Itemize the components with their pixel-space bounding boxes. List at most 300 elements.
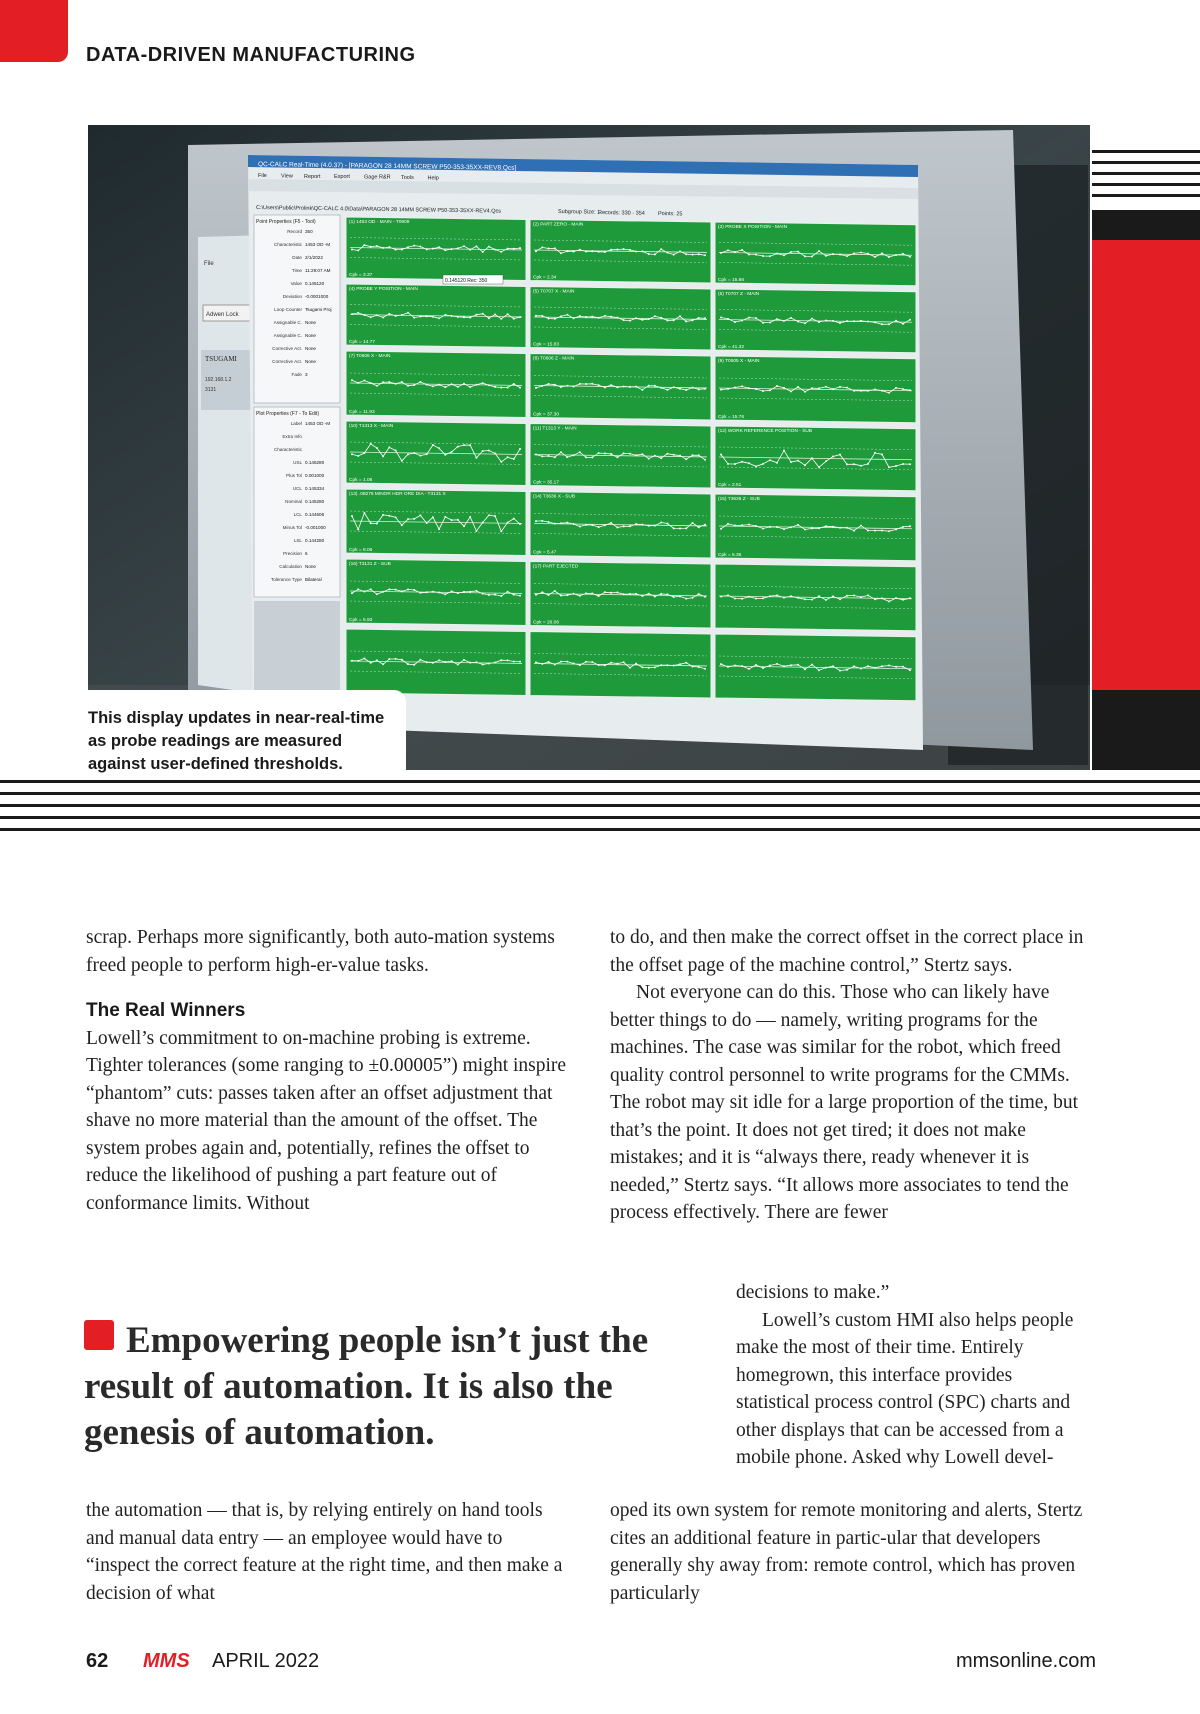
spc-data-point xyxy=(482,450,484,452)
spc-data-point xyxy=(554,523,556,525)
spc-data-point xyxy=(419,455,421,457)
spc-data-point xyxy=(741,665,743,667)
spc-data-point xyxy=(519,448,521,450)
spc-data-point xyxy=(585,316,587,318)
spc-data-point xyxy=(548,248,550,250)
spc-data-point xyxy=(469,662,471,664)
spc-data-point xyxy=(548,661,550,663)
spc-data-point xyxy=(426,453,428,455)
spc-chart-cpk: Cpk = 37.30 xyxy=(533,412,560,418)
spc-data-point xyxy=(507,387,509,389)
spc-data-point xyxy=(909,669,911,671)
menu-item[interactable]: View xyxy=(281,173,293,180)
spc-data-point xyxy=(660,522,662,524)
spc-data-point xyxy=(704,459,706,461)
spc-data-point xyxy=(541,246,543,248)
spc-data-point xyxy=(363,452,365,454)
spc-data-point xyxy=(790,526,792,528)
spc-data-point xyxy=(469,591,471,593)
spc-data-point xyxy=(720,528,722,530)
spc-chart-cpk: Cpk = 35.17 xyxy=(533,480,560,486)
spc-data-point xyxy=(867,665,869,667)
spc-data-point xyxy=(482,251,484,253)
spc-data-point xyxy=(407,246,409,248)
spc-data-point xyxy=(432,591,434,593)
spc-data-point xyxy=(734,463,736,465)
spc-data-point xyxy=(475,314,477,316)
spc-data-point xyxy=(475,661,477,663)
spc-data-point xyxy=(755,254,757,256)
spc-data-point xyxy=(790,461,792,463)
spc-data-point xyxy=(727,666,729,668)
spc-data-point xyxy=(748,462,750,464)
spc-data-point xyxy=(451,315,453,317)
spc-data-point xyxy=(560,252,562,254)
spc-data-point xyxy=(698,454,700,456)
spc-data-point xyxy=(720,663,722,665)
spc-data-point xyxy=(679,388,681,390)
menu-item[interactable]: Export xyxy=(334,174,350,181)
spc-data-point xyxy=(475,457,477,459)
spc-data-point xyxy=(769,322,771,324)
spc-data-point xyxy=(776,462,778,464)
spc-data-point xyxy=(895,528,897,530)
spc-data-point xyxy=(867,253,869,255)
spc-data-point xyxy=(635,386,637,388)
spc-data-point xyxy=(698,593,700,595)
spc-data-point xyxy=(673,527,675,529)
spc-data-point xyxy=(909,319,911,321)
spc-data-point xyxy=(881,323,883,325)
spc-data-point xyxy=(818,321,820,323)
property-key: Time xyxy=(291,268,302,273)
spc-chart-label: (14) T3636 X - SUB xyxy=(533,494,576,500)
spc-data-point xyxy=(419,514,421,516)
spc-chart-label: (10) T1313 X - MAIN xyxy=(349,424,394,430)
spc-data-point xyxy=(357,660,359,662)
spc-data-point xyxy=(519,661,521,663)
spc-data-point xyxy=(641,250,643,252)
spc-data-point xyxy=(560,522,562,524)
property-value: 1453 OD -M xyxy=(305,421,331,426)
spc-data-point xyxy=(500,461,502,463)
spc-data-point xyxy=(585,524,587,526)
property-value: 0.145334 xyxy=(305,486,325,491)
spc-chart-cpk: Cpk = 14.77 xyxy=(349,340,376,346)
property-value: 0.146280 xyxy=(305,460,325,465)
spc-data-point xyxy=(853,252,855,254)
spc-data-point xyxy=(513,661,515,663)
spc-data-point xyxy=(413,317,415,319)
spc-data-point xyxy=(604,452,606,454)
spc-data-point xyxy=(376,385,378,387)
spc-data-point xyxy=(748,524,750,526)
spc-data-point xyxy=(846,595,848,597)
spc-data-point xyxy=(357,249,359,251)
spc-data-point xyxy=(463,591,465,593)
spc-data-point xyxy=(566,661,568,663)
spc-data-point xyxy=(704,317,706,319)
spc-chart-label: (8) T0606 Z - MAIN xyxy=(533,356,575,362)
spc-data-point xyxy=(685,527,687,529)
spc-data-point xyxy=(548,521,550,523)
spc-data-point xyxy=(598,526,600,528)
spc-data-point xyxy=(500,659,502,661)
spc-data-point xyxy=(679,315,681,317)
body-paragraph: Lowell’s commitment to on-machine probing is extreme. Tighter tolerances (some ranging to ±0.00005”) might inspire “phantom” cuts: passes taken after an offset adjustment that shave no more material than the amount of the offset. The system probes again and, potentially, refines the offset to reduce the likelihood of pushing a part feature out of conformance limits. Without xyxy=(86,1027,567,1214)
spc-data-point xyxy=(654,596,656,598)
spc-data-point xyxy=(660,387,662,389)
spc-data-point xyxy=(500,595,502,597)
spc-data-point xyxy=(804,322,806,324)
spc-data-point xyxy=(444,314,446,316)
spc-data-point xyxy=(660,457,662,459)
spc-data-point xyxy=(734,525,736,527)
spc-data-point xyxy=(548,383,550,385)
spc-data-point xyxy=(573,317,575,319)
spc-data-point xyxy=(825,386,827,388)
spc-data-point xyxy=(401,460,403,462)
spc-chart-label: (1) 1453 OD - MAIN - T0909 xyxy=(349,220,410,226)
spc-data-point xyxy=(727,523,729,525)
spc-data-point xyxy=(776,526,778,528)
spc-data-point xyxy=(370,382,372,384)
spc-data-point xyxy=(598,664,600,666)
spc-chart-cpk: Cpk = 5.93 xyxy=(349,618,373,624)
spc-data-point xyxy=(610,249,612,251)
spc-data-point xyxy=(641,389,643,391)
spc-data-point xyxy=(463,316,465,318)
spc-data-point xyxy=(741,524,743,526)
spc-data-point xyxy=(357,382,359,384)
spc-data-point xyxy=(846,463,848,465)
spc-data-point xyxy=(727,463,729,465)
spc-data-point xyxy=(554,456,556,458)
spc-data-point xyxy=(776,594,778,596)
spc-data-point xyxy=(874,598,876,600)
spc-data-point xyxy=(641,666,643,668)
spc-data-point xyxy=(623,452,625,454)
property-value: 0.144280 xyxy=(305,538,325,543)
spc-data-point xyxy=(579,595,581,597)
side-app-menu[interactable]: File xyxy=(204,261,214,267)
spc-data-point xyxy=(554,590,556,592)
property-key: Corrective Act. xyxy=(272,359,302,364)
spc-data-point xyxy=(673,319,675,321)
spc-data-point xyxy=(616,526,618,528)
spc-data-point xyxy=(579,249,581,251)
spc-data-point xyxy=(494,249,496,251)
property-value: None xyxy=(305,564,316,569)
spc-data-point xyxy=(451,451,453,453)
spc-data-point xyxy=(426,315,428,317)
photo-caption: This display updates in near-real-time as probe readings are measured against user-defined thresholds. xyxy=(88,690,406,770)
spc-data-point xyxy=(363,244,365,246)
decor-block-black xyxy=(1092,210,1200,240)
spc-chart-cpk: Cpk = 2.34 xyxy=(533,275,557,281)
right-column-wrap xyxy=(736,1279,1088,1472)
spc-data-point xyxy=(407,589,409,591)
spc-data-point xyxy=(660,593,662,595)
property-key: Minus Tol xyxy=(282,525,302,530)
spc-data-point xyxy=(811,318,813,320)
spc-data-point xyxy=(457,247,459,249)
property-value: 0.001000 xyxy=(305,473,325,478)
property-key: Precision xyxy=(283,551,302,556)
spc-data-point xyxy=(395,516,397,518)
spc-data-point xyxy=(494,314,496,316)
spc-data-point xyxy=(407,663,409,665)
spc-data-point xyxy=(598,595,600,597)
spc-data-point xyxy=(554,384,556,386)
pull-quote-marker xyxy=(84,1320,114,1350)
spc-data-point xyxy=(720,389,722,391)
spc-data-point xyxy=(488,384,490,386)
spc-data-point xyxy=(762,667,764,669)
spc-data-point xyxy=(654,525,656,527)
spc-data-point xyxy=(438,384,440,386)
property-key: Characteristic xyxy=(273,242,302,247)
spc-data-point xyxy=(867,463,869,465)
spc-data-point xyxy=(541,520,543,522)
property-value: Tsugami Proj xyxy=(305,307,332,312)
spc-data-point xyxy=(776,385,778,387)
spc-data-point xyxy=(692,454,694,456)
spc-data-point xyxy=(401,314,403,316)
spc-data-point xyxy=(755,664,757,666)
spc-data-point xyxy=(846,669,848,671)
spc-data-point xyxy=(488,594,490,596)
spc-data-point xyxy=(469,317,471,319)
decor-block-black-lower xyxy=(1092,690,1200,770)
spc-data-point xyxy=(413,245,415,247)
spc-data-point xyxy=(635,593,637,595)
spc-data-point xyxy=(451,519,453,521)
menu-item[interactable]: Report xyxy=(304,173,321,180)
spc-data-point xyxy=(573,251,575,253)
spc-data-point xyxy=(629,593,631,595)
spc-data-point xyxy=(419,316,421,318)
menu-item[interactable]: Gage R&R xyxy=(364,174,391,181)
spc-data-point xyxy=(762,597,764,599)
spc-data-point xyxy=(463,245,465,247)
spc-data-point xyxy=(755,388,757,390)
spc-data-point xyxy=(895,320,897,322)
spc-data-point xyxy=(573,386,575,388)
spc-data-point xyxy=(438,246,440,248)
spc-data-point xyxy=(382,455,384,457)
property-value: None xyxy=(305,346,316,351)
spc-data-point xyxy=(832,665,834,667)
spc-data-point xyxy=(635,454,637,456)
spc-data-point xyxy=(623,248,625,250)
spc-data-point xyxy=(846,527,848,529)
spc-data-point xyxy=(783,665,785,667)
spc-data-point xyxy=(363,314,365,316)
spc-data-point xyxy=(382,316,384,318)
spc-data-point xyxy=(679,663,681,665)
spc-data-point xyxy=(604,386,606,388)
menu-item[interactable]: File xyxy=(258,173,267,180)
spc-data-point xyxy=(832,456,834,458)
spc-data-point xyxy=(860,252,862,254)
spc-data-point xyxy=(419,381,421,383)
spc-data-point xyxy=(507,313,509,315)
spc-data-point xyxy=(616,663,618,665)
spc-data-point xyxy=(388,588,390,590)
spc-data-point xyxy=(444,386,446,388)
spc-data-point xyxy=(451,590,453,592)
spc-data-point xyxy=(541,591,543,593)
spc-data-point xyxy=(629,249,631,251)
spc-data-point xyxy=(451,660,453,662)
spc-data-point xyxy=(475,530,477,532)
spc-data-point xyxy=(457,446,459,448)
spc-data-point xyxy=(666,252,668,254)
spc-data-point xyxy=(660,317,662,319)
spc-data-point xyxy=(629,525,631,527)
spc-data-point xyxy=(902,323,904,325)
property-key: Value xyxy=(290,281,302,286)
decor-stripes-right xyxy=(1092,150,1200,205)
spc-data-point xyxy=(548,318,550,320)
spc-data-point xyxy=(654,253,656,255)
spc-data-point xyxy=(832,595,834,597)
spc-data-point xyxy=(673,386,675,388)
spc-data-point xyxy=(376,659,378,661)
spc-data-point xyxy=(444,516,446,518)
spc-data-point xyxy=(762,390,764,392)
spc-data-point xyxy=(839,527,841,529)
property-key: Plus Tol xyxy=(285,473,302,478)
spc-chart-cpk: Cpk = 8.06 xyxy=(349,548,373,554)
spc-data-point xyxy=(438,447,440,449)
spc-data-point xyxy=(500,387,502,389)
spc-data-point xyxy=(554,247,556,249)
spc-data-point xyxy=(769,665,771,667)
spc-data-point xyxy=(573,663,575,665)
spc-chart-cpk: Cpk = 15.83 xyxy=(533,342,560,348)
property-key: Label xyxy=(290,421,302,426)
spc-data-point xyxy=(444,249,446,251)
spc-data-point xyxy=(573,523,575,525)
spc-data-point xyxy=(598,251,600,253)
spc-data-point xyxy=(685,458,687,460)
spc-data-point xyxy=(401,381,403,383)
spc-data-point xyxy=(804,464,806,466)
spc-data-point xyxy=(860,668,862,670)
spc-data-point xyxy=(635,523,637,525)
spc-data-point xyxy=(666,320,668,322)
spc-chart-cpk: Cpk = 15.76 xyxy=(718,415,745,421)
spc-data-point xyxy=(370,522,372,524)
body-paragraph: Not everyone can do this. Those who can likely have better things to do — namely, writing programs for the machines. The case was similar for the robot, which freed quality control personnel to write programs for the CMMs. The robot may sit idle for a large proportion of the time, but that’s the point. It does not get tired; it does not make mistakes; and it is “always there, ready whenever it is needed,” Stertz says. “It allows more associates to tend the process effectively. There are fewer xyxy=(610,982,1079,1223)
spc-data-point xyxy=(839,386,841,388)
spc-data-point xyxy=(734,321,736,323)
subgroup-size: Subgroup Size: 1 xyxy=(557,209,601,216)
spc-data-point xyxy=(660,248,662,250)
page-number: 62 xyxy=(86,1650,109,1672)
spc-data-point xyxy=(881,665,883,667)
spc-data-point xyxy=(566,250,568,252)
spc-data-point xyxy=(507,456,509,458)
spc-data-point xyxy=(554,318,556,320)
machine-name: TSUGAMI xyxy=(205,355,237,363)
spc-data-point xyxy=(463,444,465,446)
spc-data-point xyxy=(560,386,562,388)
spc-data-point xyxy=(457,592,459,594)
spc-data-point xyxy=(357,588,359,590)
spc-data-point xyxy=(591,661,593,663)
spc-data-point xyxy=(825,255,827,257)
spc-data-point xyxy=(804,529,806,531)
spc-data-point xyxy=(432,248,434,250)
spc-data-point xyxy=(692,319,694,321)
point-properties-title: Point Properties (F5 - Tool) xyxy=(256,219,316,225)
property-key: Date xyxy=(292,255,302,260)
spc-data-point xyxy=(741,320,743,322)
spc-data-point xyxy=(357,312,359,314)
spc-data-point xyxy=(579,383,581,385)
spc-data-point xyxy=(388,658,390,660)
spc-data-point xyxy=(351,453,353,455)
website-url: mmsonline.com xyxy=(955,1650,1096,1672)
property-key: Calculation xyxy=(279,564,302,569)
spc-data-point xyxy=(401,524,403,526)
spc-data-point xyxy=(573,454,575,456)
spc-data-point xyxy=(419,592,421,594)
spc-data-point xyxy=(818,669,820,671)
spc-data-point xyxy=(376,245,378,247)
spc-data-point xyxy=(469,516,471,518)
menu-item[interactable]: Help xyxy=(427,175,439,182)
spc-data-point xyxy=(519,595,521,597)
spc-data-point xyxy=(818,595,820,597)
spc-data-point xyxy=(881,453,883,455)
property-key: Assignable C. xyxy=(273,320,302,325)
spc-data-point xyxy=(839,670,841,672)
spc-data-point xyxy=(734,251,736,253)
spc-data-point xyxy=(407,518,409,520)
spc-data-point xyxy=(370,316,372,318)
spc-data-point xyxy=(604,664,606,666)
property-key: Fade xyxy=(291,372,302,377)
spc-data-point xyxy=(363,380,365,382)
spc-data-point xyxy=(535,661,537,663)
decor-stripes-bottom xyxy=(0,780,1200,840)
spc-data-point xyxy=(698,526,700,528)
spc-data-point xyxy=(438,528,440,530)
spc-data-point xyxy=(357,528,359,530)
spc-data-point xyxy=(685,320,687,322)
spc-chart-cpk: Cpk = 3.37 xyxy=(349,273,373,279)
spc-data-point xyxy=(748,254,750,256)
spc-data-point xyxy=(598,384,600,386)
spc-data-point xyxy=(351,515,353,517)
issue-date: APRIL 2022 xyxy=(212,1650,320,1672)
spc-data-point xyxy=(825,667,827,669)
spc-data-point xyxy=(769,526,771,528)
right-column-bottom xyxy=(610,1497,1096,1607)
spc-data-point xyxy=(351,660,353,662)
spc-data-point xyxy=(469,444,471,446)
spc-data-point xyxy=(860,596,862,598)
menu-item[interactable]: Tools xyxy=(401,175,414,182)
spc-data-point xyxy=(500,251,502,253)
property-key: LCL xyxy=(293,512,302,517)
spc-data-point xyxy=(457,386,459,388)
spc-data-point xyxy=(860,390,862,392)
